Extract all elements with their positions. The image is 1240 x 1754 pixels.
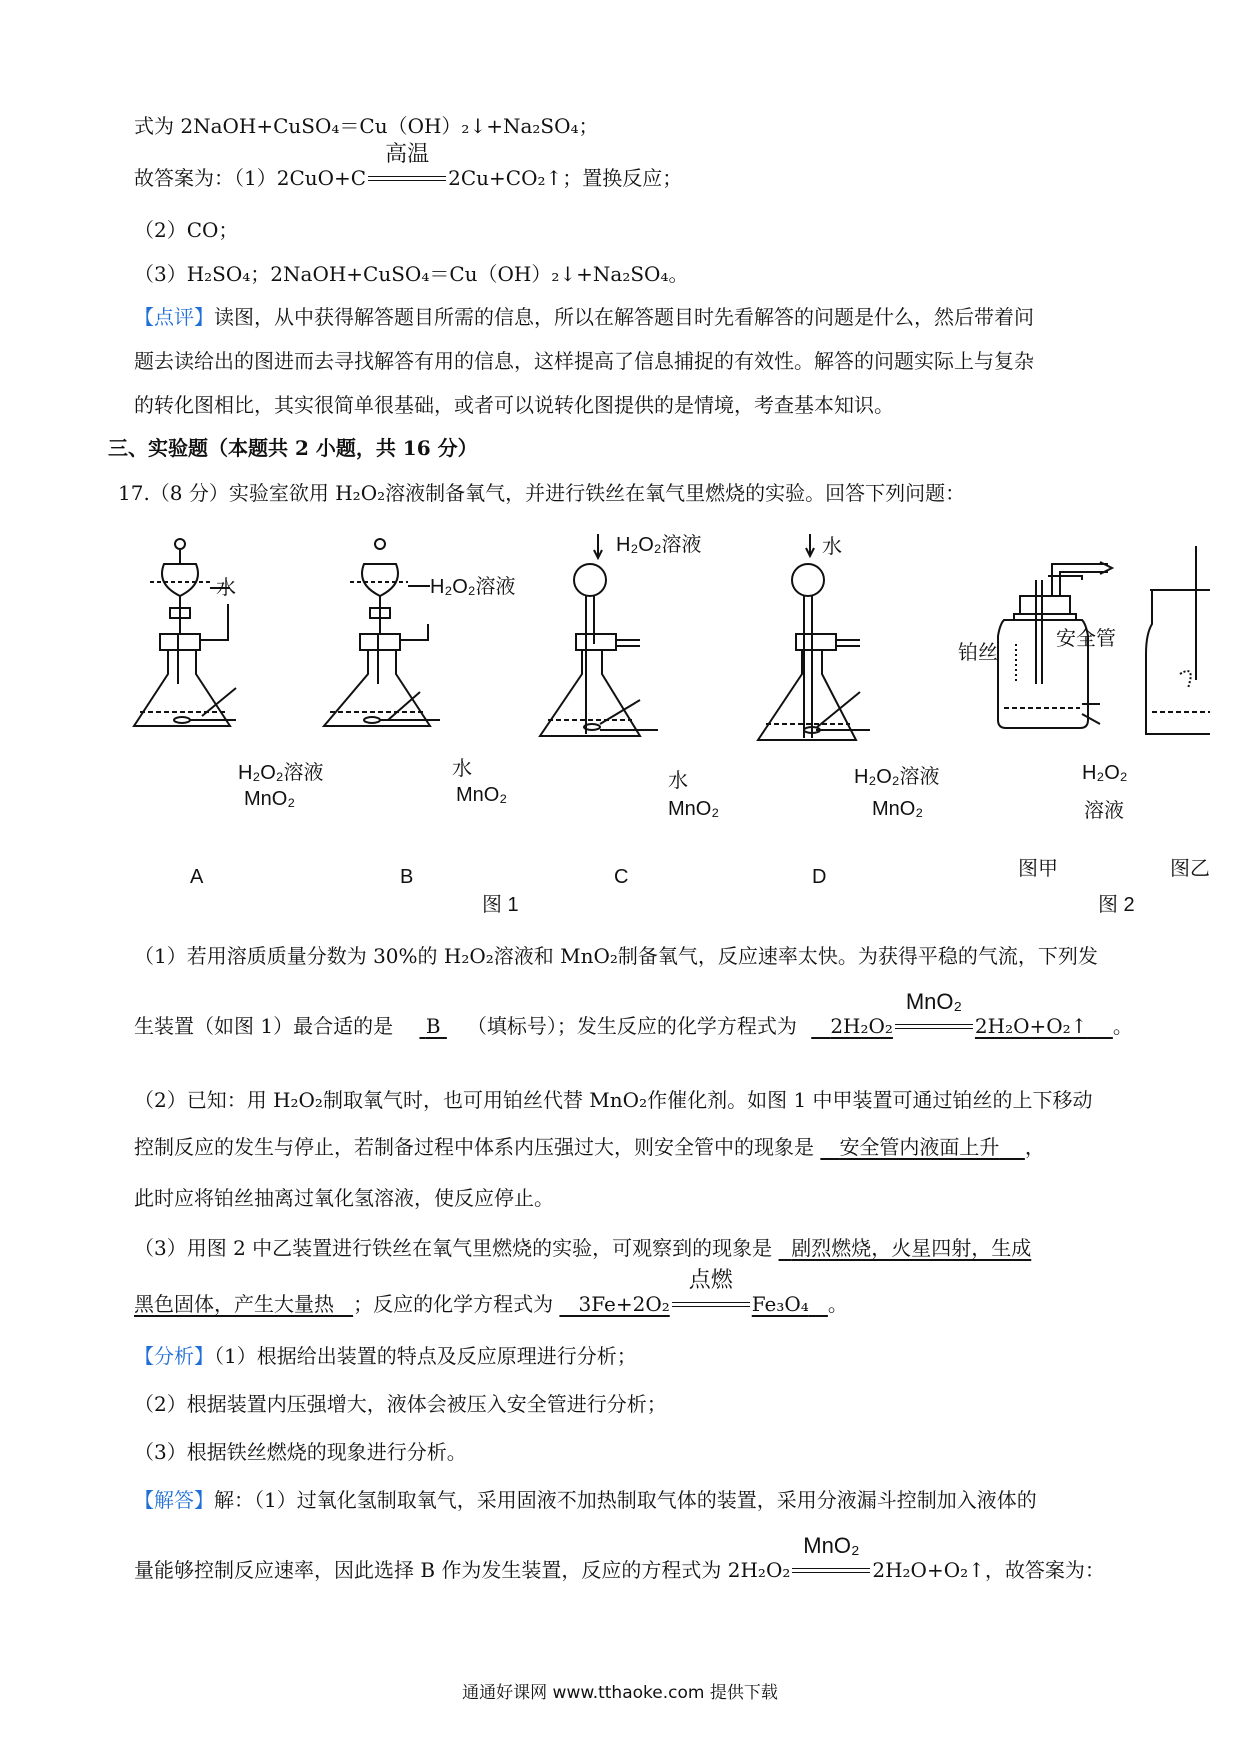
apparatus-yi — [1146, 546, 1210, 734]
comment-line: 【点评】读图，从中获得解答题目所需的信息，所以在解答题目时先看解答的问题是什么，然后带着问 — [134, 305, 1034, 329]
answer-blank: 黑色固体，产生大量热 — [134, 1292, 334, 1316]
label-fig2: 图 2 — [1098, 894, 1135, 916]
label-fig-yi: 图乙 — [1170, 858, 1210, 880]
part1-answer-line: 生装置（如图 1）最合适的是 B （填标号）；发生反应的化学方程式为 2H₂O₂ MnO₂ 2H₂O+O₂↑ 。 — [134, 988, 1133, 1038]
comment-tag: 【点评】 — [134, 305, 214, 329]
apparatus-a — [134, 539, 230, 726]
page-footer: 通通好课网 www.tthaoke.com 提供下载 — [462, 1683, 778, 1703]
text-line: 式为 2NaOH+CuSO₄＝Cu（OH）₂↓+Na₂SO₄； — [134, 114, 599, 138]
text-line: 题去读给出的图进而去寻找解答有用的信息，这样提高了信息捕捉的有效性。解答的问题实际上与复杂 — [134, 349, 1034, 373]
solution-line-2: 量能够控制反应速率，因此选择 B 作为发生装置，反应的方程式为 2H₂O₂ MnO₂ 2H₂O+O₂↑，故答案为： — [134, 1532, 1105, 1582]
answer-blank: 3Fe+2O₂ 点燃 Fe₃O₄ — [578, 1266, 809, 1316]
apparatus-figure — [0, 524, 1240, 784]
text-line: 的转化图相比，其实很简单很基础，或者可以说转化图提供的是情境，考查基本知识。 — [134, 393, 894, 417]
label-fig1: 图 1 — [482, 894, 519, 916]
label-h2o2-b: H₂O₂溶液 — [430, 576, 516, 598]
part3-line-1: （3）用图 2 中乙装置进行铁丝在氧气里燃烧的实验，可观察到的现象是 剧烈燃烧，火星四射，生成 — [134, 1236, 1032, 1260]
answer-equation-line: 故答案为：（1）2CuO+C 高温 2Cu+CO₂↑；置换反应； — [134, 140, 683, 190]
answer-blank: 剧烈燃烧，火星四射，生成 — [791, 1236, 1032, 1260]
section-heading: 三、实验题（本题共 2 小题，共 16 分） — [108, 436, 478, 460]
label-water-a: 水 — [216, 577, 236, 599]
apparatus-c — [540, 534, 640, 736]
label-h2o2-c: H₂O₂溶液 — [616, 534, 702, 556]
part3-line-2: 黑色固体，产生大量热 ；反应的化学方程式为 3Fe+2O₂ 点燃 Fe₃O₄ 。 — [134, 1266, 848, 1316]
text-line: （2）根据装置内压强增大，液体会被压入安全管进行分析； — [134, 1392, 667, 1416]
label-solution-jia: 溶液 — [1084, 800, 1124, 822]
label-platinum-wire: 铂丝 — [958, 642, 998, 664]
analysis-line: 【分析】（1）根据给出装置的特点及反应原理进行分析； — [134, 1344, 637, 1368]
label-h2o2-jia: H₂O₂ — [1082, 762, 1128, 784]
label-a: A — [190, 866, 204, 888]
label-mno2-d: MnO₂ — [872, 798, 924, 820]
answer-blank: B — [425, 1014, 441, 1038]
label-h2o2-d: H₂O₂溶液 — [854, 766, 940, 788]
part2-answer-line: 控制反应的发生与停止，若制备过程中体系内压强过大，则安全管中的现象是 安全管内液面上升 ， — [134, 1135, 1045, 1159]
label-mno2-a: MnO₂ — [244, 788, 296, 810]
text-line: 此时应将铂丝抽离过氧化氢溶液，使反应停止。 — [134, 1186, 554, 1210]
apparatus-d — [758, 534, 860, 740]
label-water-b: 水 — [452, 758, 472, 780]
text-line: （2）CO； — [134, 218, 239, 242]
answer-blank: 安全管内液面上升 — [839, 1135, 1000, 1159]
label-b: B — [400, 866, 414, 888]
label-safety-tube: 安全管 — [1056, 628, 1116, 650]
label-d: D — [812, 866, 827, 888]
label-mno2-c: MnO₂ — [668, 798, 720, 820]
text-line: （2）已知：用 H₂O₂制取氧气时，也可用铂丝代替 MnO₂作催化剂。如图 1 中甲装置可通过铂丝的上下移动 — [134, 1088, 1093, 1112]
answer-tag: 【解答】 — [134, 1488, 214, 1512]
text-line: （3）H₂SO₄；2NaOH+CuSO₄＝Cu（OH）₂↓+Na₂SO₄。 — [134, 262, 689, 286]
answer-blank: 2H₂O₂ MnO₂ 2H₂O+O₂↑ — [830, 988, 1088, 1038]
question-17: 17.（8 分）实验室欲用 H₂O₂溶液制备氧气，并进行铁丝在氧气里燃烧的实验。回答下列问题： — [118, 481, 966, 505]
label-mno2-b: MnO₂ — [456, 784, 508, 806]
label-water-c: 水 — [668, 770, 688, 792]
label-water-d: 水 — [822, 536, 842, 558]
solution-line: 【解答】解：（1）过氧化氢制取氧气，采用固液不加热制取气体的装置，采用分液漏斗控制加入液体的 — [134, 1488, 1037, 1512]
label-h2o2-a: H₂O₂溶液 — [238, 762, 324, 784]
analysis-tag: 【分析】 — [134, 1344, 214, 1368]
label-c: C — [614, 866, 629, 888]
text-line: （3）根据铁丝燃烧的现象进行分析。 — [134, 1440, 467, 1464]
label-fig-jia: 图甲 — [1018, 858, 1058, 880]
text-line: （1）若用溶质质量分数为 30%的 H₂O₂溶液和 MnO₂制备氧气，反应速率太快。为获得平稳的气流，下列发 — [134, 944, 1098, 968]
